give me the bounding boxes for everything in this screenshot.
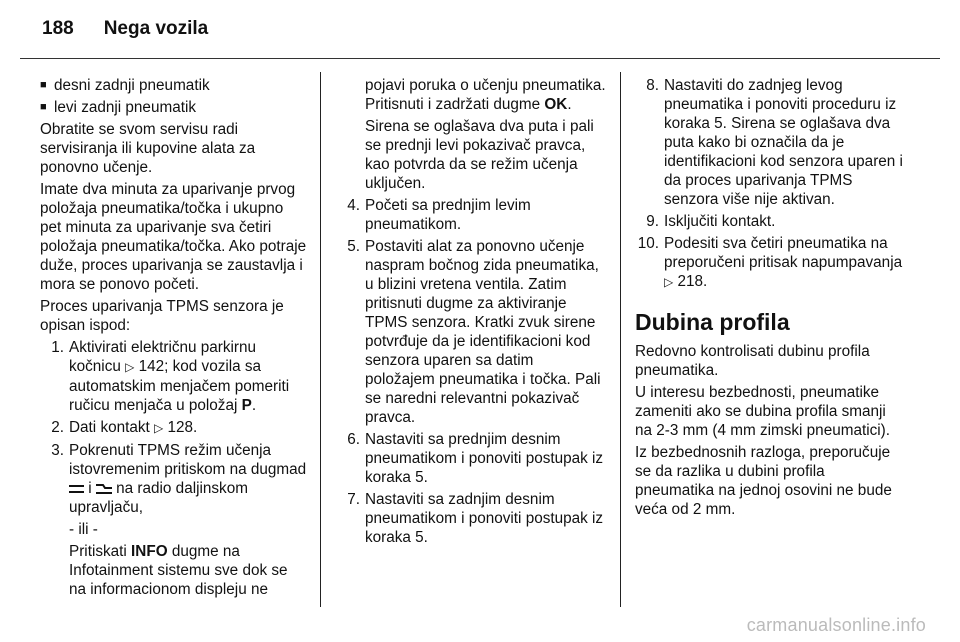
paragraph: U interesu bezbednosti, pneumatike zameniti ako se dubina profila smanji na 2-3 mm (4 mm zimski pneumatici). <box>635 384 890 439</box>
stepped-lines-icon <box>96 483 112 495</box>
menu-lines-icon <box>69 483 84 495</box>
step-3-alternative: Pritiskati INFO dugme na Infotainment sistemu sve dok se na informacionom displeju ne <box>69 543 288 598</box>
paragraph: Obratite se svom servisu radi servisiranja ili kupovine alata za ponovno učenje. <box>40 121 256 176</box>
step-3-continued: pojavi poruka o učenju pneumatika. Pritisnuti i zadržati dugme OK. <box>365 77 606 113</box>
paragraph: Proces uparivanja TPMS senzora je opisan ispod: <box>40 298 284 334</box>
section-heading: Dubina profila <box>635 309 790 335</box>
column-1 <box>40 76 308 602</box>
watermark: carmanualsonline.info <box>746 615 926 635</box>
page-reference-icon: ▷ <box>664 275 674 289</box>
page-link[interactable]: 218 <box>677 273 704 290</box>
step-2: 2. Dati kontakt ▷ 128. <box>51 419 198 436</box>
bullet-item: ■ levi zadnji pneumatik <box>40 99 196 116</box>
column-2 <box>343 76 607 550</box>
alternative-separator: - ili - <box>69 521 98 538</box>
page-reference-icon: ▷ <box>125 360 135 374</box>
paragraph: Iz bezbednosnih razloga, preporučuje se da razlika u dubini profila pneumatika na jednoj osovini ne bude veća od 2 mm. <box>635 444 892 518</box>
step-6: 6. Nastaviti sa prednjim desnim pneumatikom i ponoviti postupak iz koraka 5. <box>347 431 604 486</box>
page-title: Nega vozila <box>103 18 209 39</box>
step-7: 7. Nastaviti sa zadnjim desnim pneumatikom i ponoviti postupak iz koraka 5. <box>347 491 604 546</box>
paragraph: Imate dva minuta za uparivanje prvog položaja pneumatika/točka i ukupno pet minuta za uparivanje sva četiri položaja pneumatika/točka. Ako potraje duže, proces uparivanja se zaustavlja i mora se ponovo početi. <box>40 181 307 293</box>
step-8: 8. Nastaviti do zadnjeg levog pneumatika i ponoviti proceduru iz koraka 5. Sirena se oglašava dva puta kako bi označila da je identifikacioni kod senzora uparen i da proces uparivanja TPMS senzora više nije aktivan. <box>646 77 903 208</box>
square-bullet-icon: ■ <box>40 101 47 113</box>
page-link[interactable]: 128 <box>167 419 194 436</box>
step-10: 10. Podesiti sva četiri pneumatika na preporučeni pritisak napumpavanja ▷ 218. <box>637 235 903 290</box>
page-link[interactable]: 142 <box>138 358 165 375</box>
column-divider-2 <box>620 72 621 607</box>
paragraph: Redovno kontrolisati dubinu profila pneumatika. <box>635 343 870 379</box>
header-rule <box>20 58 940 59</box>
step-3-note: Sirena se oglašava dva puta i pali se prednji levi pokazivač pravca, kao potvrda da se režim učenja uključen. <box>365 118 594 192</box>
step-1: 1. Aktivirati električnu parkirnu kočnicu ▷ 142; kod vozila sa automatskim menjačem pomeriti ručicu menjača u položaj P. <box>51 339 290 414</box>
step-4: 4. Početi sa prednjim levim pneumatikom. <box>347 197 531 233</box>
step-5: 5. Postaviti alat za ponovno učenje naspram bočnog zida pneumatika, u blizini vretena ventila. Zatim pritisnuti dugme za aktiviranje TPMS senzora. Kratki zvuk sirene potvrđuje da je identifikacioni kod senzora uparen sa datim položajem pneumatika i točka. Pali se naredni relevantni pokazivač pravca. <box>347 238 601 426</box>
page-header <box>42 18 208 48</box>
page-reference-icon: ▷ <box>154 421 164 435</box>
column-3 <box>635 76 903 522</box>
page-number: 188 <box>42 18 74 39</box>
step-9: 9. Isključiti kontakt. <box>646 213 776 230</box>
column-divider-1 <box>320 72 321 607</box>
square-bullet-icon: ■ <box>40 79 47 91</box>
bullet-item: ■ desni zadnji pneumatik <box>40 77 210 94</box>
step-3: 3. Pokrenuti TPMS režim učenja istovremenim pritiskom na dugmad i na radio daljinskom upravljaču, <box>51 442 307 516</box>
